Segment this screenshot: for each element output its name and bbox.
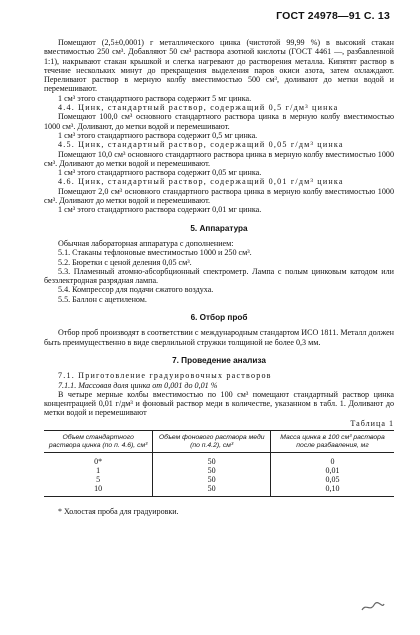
subsection-heading-7-1-1: 7.1.1. Массовая доля цинка от 0,001 до 0,01 % [58, 380, 218, 390]
paragraph: 1 см³ этого стандартного раствора содержит 0,05 мг цинка. [58, 168, 262, 178]
paragraph: 1 см³ этого стандартного раствора содержит 0,5 мг цинка. [58, 130, 258, 140]
column-header: Объем фонового раствора меди (по п.4.2), см³ [153, 430, 271, 452]
paragraph: Помещают 2,0 см³ основного стандартного раствора цинка в мерную колбу вместимостью 1000 см³. Доливают до метки водой и перемешивают. [44, 186, 394, 206]
column-header: Масса цинка в 100 см³ раствора после разбавления, мг [271, 430, 395, 452]
table-caption: Таблица 1 [350, 418, 394, 428]
table-cell: 50 [153, 484, 271, 497]
list-item: 5.5. Баллон с ацетиленом. [58, 294, 147, 304]
table-cell: 1 [96, 466, 101, 476]
table-cell: 0,05 [271, 475, 395, 484]
paragraph: В четыре мерные колбы вместимостью по 100 см³ помещают стандартный раствор цинка концентрацией 0,01 г/дм³ и фоновый раствор меди в количестве, указанном в табл. 1. Доливают до метки водой и перемешивают [44, 389, 394, 418]
page-header: ГОСТ 24978—91 С. 13 [276, 10, 390, 22]
archive-stamp-mark [360, 601, 386, 613]
list-item: 5.2. Бюретки с ценой деления 0,05 см³. [58, 257, 192, 267]
paragraph: Помещают (2,5±0,0001) г металлического цинка (чистотой 99,99 %) в высокий стакан вместимостью 250 см³. Добавляют 50 см³ раствора азотной кислоты (ГОСТ 4461 —, разбавленной 1:1), накрывают стакан крышкой и слегка нагревают до растворения металла. Кипятят раствор в течение нескольких минут до прекращения выделения паров окиси азота, затем охлаждают. Переливают раствор в мерную колбу вместимостью 500 см³, доливают до метки водой и перемешивают. [44, 38, 394, 94]
table-cell: 10 [44, 484, 153, 497]
paragraph: Обычная лабораторная аппаратура с дополнением: [58, 238, 234, 248]
table-cell: 0* [94, 457, 103, 467]
paragraph: Отбор проб производят в соответствии с международным стандартом ИСО 1811. Металл должен быть преимущественно в виде сверлильной стружки толщиной не более 0,3 мм. [44, 328, 394, 347]
table-row [44, 453, 394, 467]
subsection-heading-7-1: 7.1. Приготовление градуировочных растворов [58, 371, 272, 381]
table-row [44, 466, 394, 475]
section-heading-4-6: 4.6. Цинк, стандартный раствор, содержащий 0,01 г/дм³ цинка [58, 177, 344, 187]
table-row [44, 475, 394, 484]
list-item: 5.4. Компрессор для подачи сжатого воздуха. [58, 285, 214, 295]
table-row [44, 484, 394, 497]
section-title-6: 6. Отбор проб [190, 313, 248, 323]
list-item: 5.1. Стаканы тефлоновые вместимостью 1000 и 250 см³. [58, 248, 252, 258]
table-cell: 5 [96, 475, 101, 485]
table-cell: 0,10 [271, 484, 395, 497]
paragraph: 1 см³ этого стандартного раствора содержит 5 мг цинка. [58, 93, 252, 103]
data-table [44, 430, 394, 497]
table-cell: 50 [153, 466, 271, 475]
table-cell: 50 [153, 453, 271, 467]
body-text [44, 38, 394, 524]
section-heading-4-5: 4.5. Цинк, стандартный раствор, содержащий 0,05 г/дм³ цинка [58, 140, 344, 150]
table-cell: 50 [153, 475, 271, 484]
table-cell: 0,01 [271, 466, 395, 475]
paragraph: Помещают 100,0 см³ основного стандартного раствора цинка в мерную колбу вместимостью 1000 см³. Доливают, до метки водой и перемешивают. [44, 112, 394, 131]
table-cell: 0 [271, 453, 395, 467]
paragraph: Помещают 10,0 см³ основного стандартного раствора цинка в мерную колбу вместимостью 1000 см³. Доливают до метки водой и перемешивают. [44, 149, 394, 168]
paragraph: 1 см³ этого стандартного раствора содержит 0,01 мг цинка. [58, 205, 262, 215]
table-header-row [44, 430, 394, 452]
section-title-5: 5. Аппаратура [190, 223, 248, 233]
section-title-7: 7. Проведение анализа [172, 355, 266, 365]
footnote: * Холостая проба для градуировки. [58, 507, 179, 517]
section-heading-4-4: 4.4. Цинк, стандартный раствор, содержащий 0,5 г/дм³ цинка [58, 103, 339, 113]
column-header: Объем стандартного раствора цинка (по п. 4.6), см³ [44, 430, 153, 452]
list-item: 5.3. Пламенный атомно-абсорбционный спектрометр. Лампа с полым цинковым катодом или безэлектродная разрядная лампа. [44, 266, 394, 286]
